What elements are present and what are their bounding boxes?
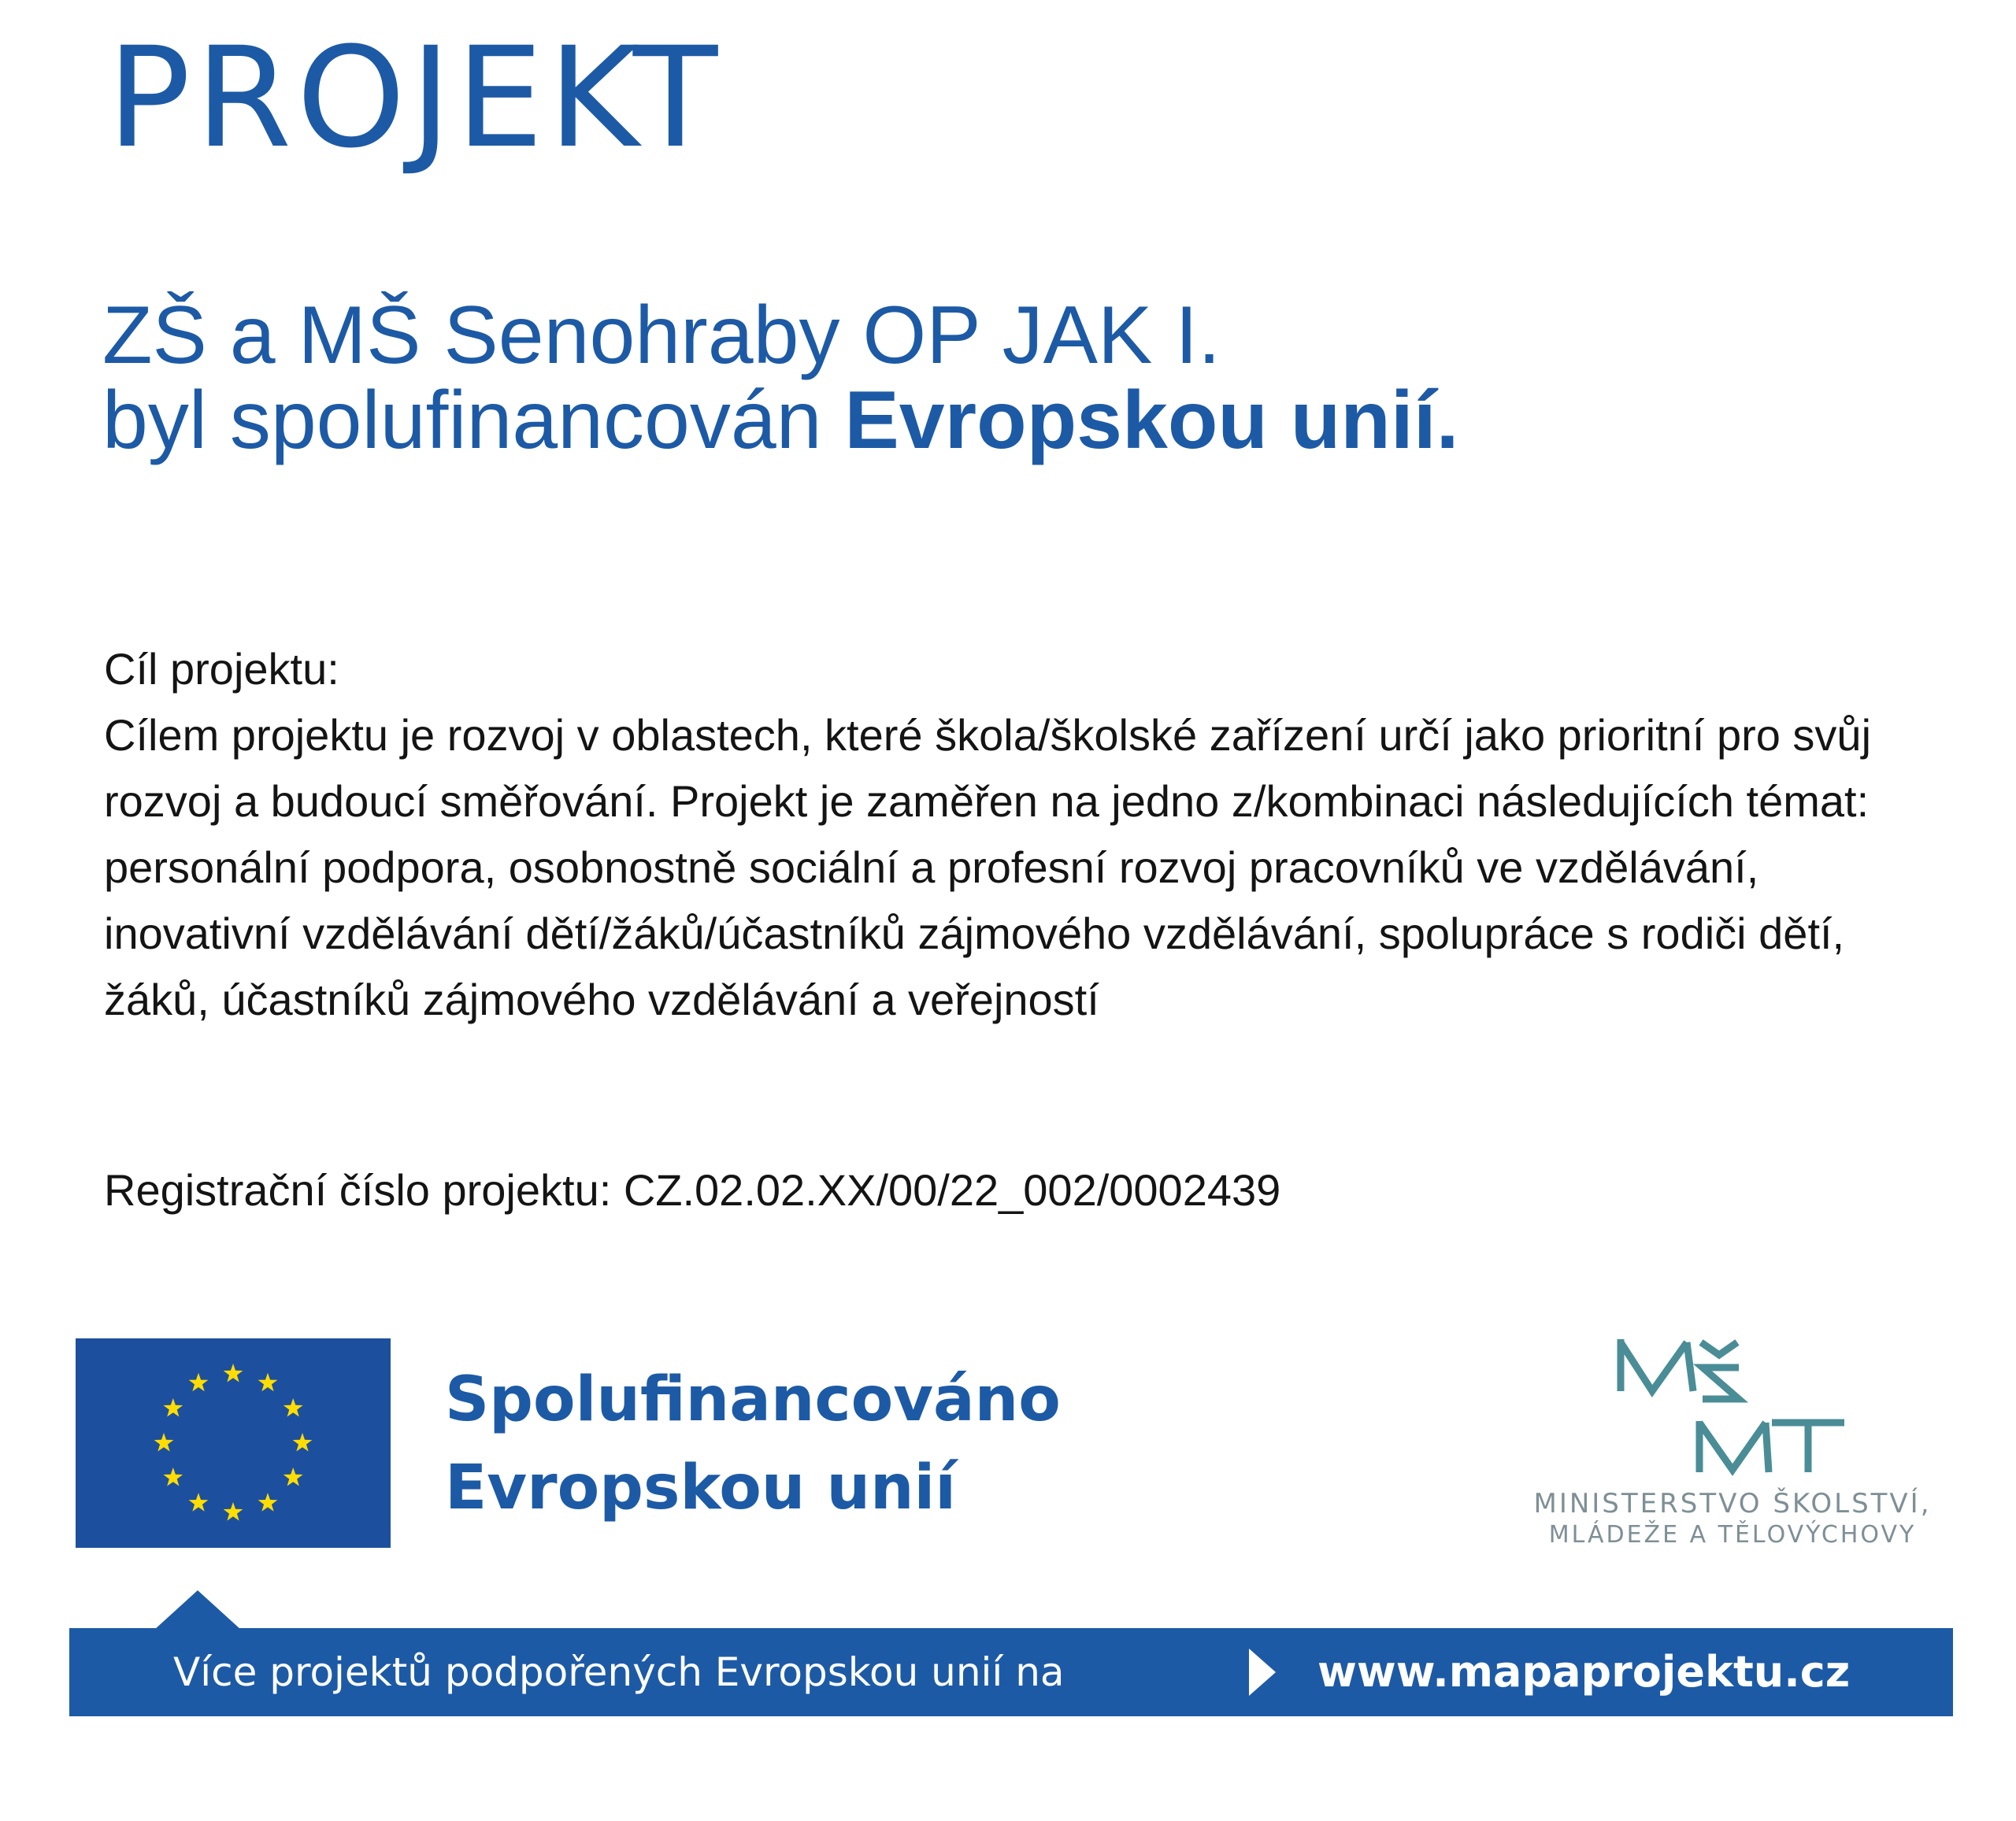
- eu-text-line2: Evropskou unií: [445, 1453, 957, 1523]
- title-cofinanced-text: byl spolufinancován: [102, 375, 845, 466]
- goal-label: Cíl projektu:: [104, 644, 339, 694]
- page-heading-projekt: PROJEKT: [107, 17, 723, 179]
- eu-cofinanced-text: [445, 1356, 1061, 1532]
- project-goal-section: [104, 636, 1947, 1033]
- eu-flag-icon: [76, 1338, 391, 1548]
- banner-notch-triangle: [154, 1590, 241, 1630]
- play-arrow-icon: [1249, 1649, 1276, 1696]
- registration-number: Registrační číslo projektu: CZ.02.02.XX/00/22_002/0002439: [104, 1165, 1281, 1215]
- title-eu-bold: Evropskou unií.: [844, 375, 1459, 466]
- mapaprojektu-banner: [69, 1628, 1953, 1716]
- msmt-logo-icon: [1614, 1334, 1851, 1480]
- goal-text: Cílem projektu je rozvoj v oblastech, které škola/školské zařízení určí jako prioritní pro svůj rozvoj a budoucí směřování. Projekt je zaměřen na jedno z/kombinaci následujících témat: personální podpora, osobnostně sociální a profesní rozvoj pracovníků ve vzdělávání, inovativní vzdělávání dětí/žáků/účastníků zájmového vzdělávání, spolupráce s rodiči dětí, žáků, účastníků zájmového vzdělávání a veřejností: [104, 710, 1872, 1024]
- msmt-caption: [1496, 1488, 1969, 1551]
- msmt-caption-line1: MINISTERSTVO ŠKOLSTVÍ,: [1533, 1488, 1932, 1519]
- eu-text-line1: Spolufinancováno: [445, 1364, 1061, 1435]
- mapaprojektu-link[interactable]: www.mapaprojektu.cz: [1317, 1647, 1851, 1697]
- project-title-line1: ZŠ a MŠ Senohraby OP JAK I.: [102, 290, 1221, 381]
- project-title-line2: [102, 375, 1459, 466]
- banner-prefix-text: Více projektů podpořených Evropskou unií na: [173, 1649, 1065, 1695]
- msmt-caption-line2: MLÁDEŽE A TĚLOVÝCHOVY: [1548, 1521, 1917, 1549]
- project-title: [102, 290, 1459, 466]
